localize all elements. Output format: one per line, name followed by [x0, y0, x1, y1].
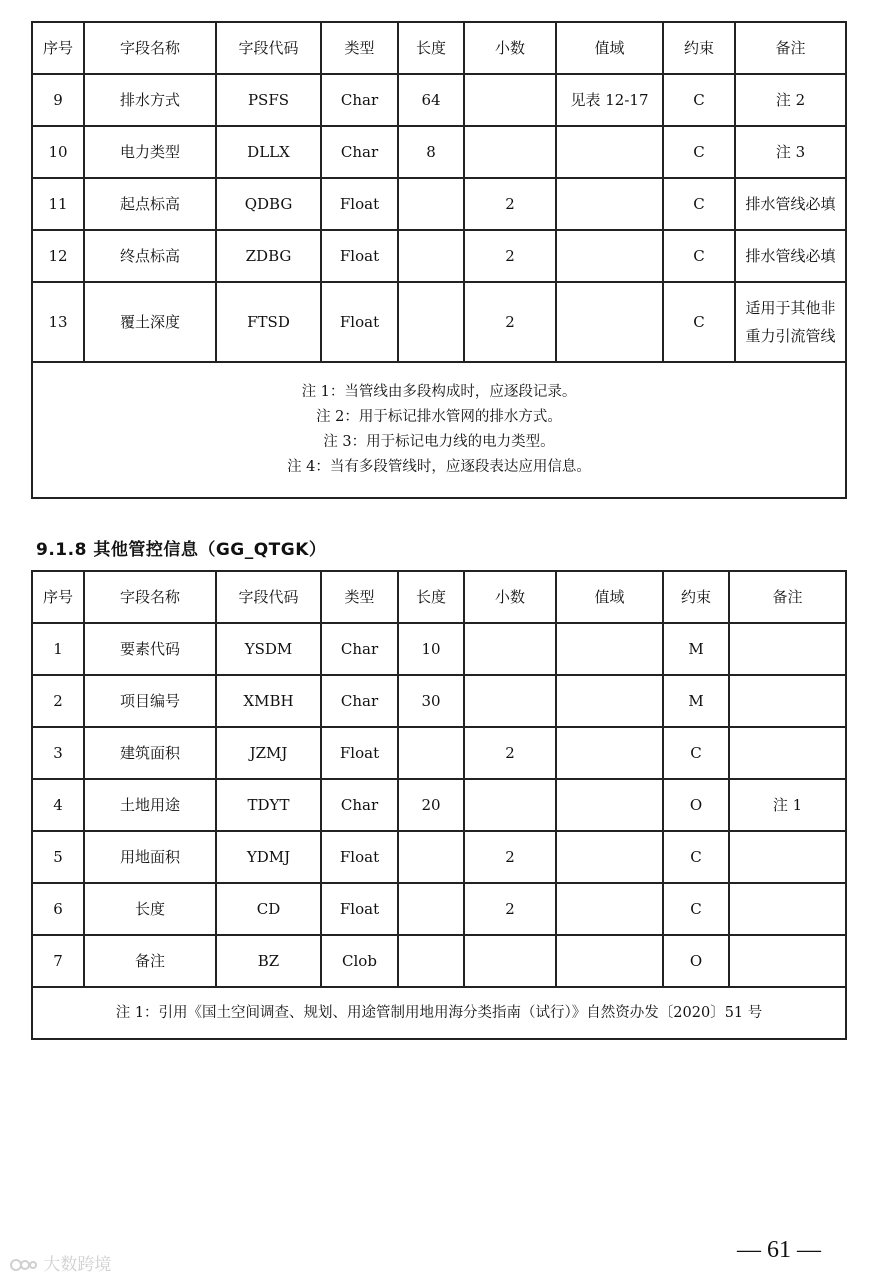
cell: C: [663, 282, 735, 362]
cell: Float: [321, 831, 398, 883]
table-row: [32, 883, 846, 935]
cell: YSDM: [216, 623, 321, 675]
cell: TDYT: [216, 779, 321, 831]
col-header: 小数: [464, 22, 556, 74]
table-header-row: [32, 571, 846, 623]
cell: 2: [464, 883, 556, 935]
cell: 30: [398, 675, 464, 727]
table-row: [32, 126, 846, 178]
cell: [729, 831, 846, 883]
cell: 2: [464, 831, 556, 883]
cell: 见表 12-17: [556, 74, 663, 126]
cell: [464, 935, 556, 987]
cell: O: [663, 935, 729, 987]
cell: Float: [321, 727, 398, 779]
cell: 项目编号: [84, 675, 216, 727]
cell: [398, 282, 464, 362]
cell: Char: [321, 623, 398, 675]
cell: 11: [32, 178, 84, 230]
col-header: 长度: [398, 22, 464, 74]
note: 注 1：当管线由多段构成时，应逐段记录。: [301, 384, 577, 400]
cell: 2: [464, 230, 556, 282]
cell: [729, 883, 846, 935]
cell: [729, 623, 846, 675]
cell: M: [663, 675, 729, 727]
table-header-row: [32, 22, 846, 74]
cell: DLLX: [216, 126, 321, 178]
cell: CD: [216, 883, 321, 935]
col-header: 字段代码: [216, 22, 321, 74]
cell: [556, 675, 663, 727]
cell: Clob: [321, 935, 398, 987]
cell: Float: [321, 883, 398, 935]
cell: [398, 935, 464, 987]
cell: 12: [32, 230, 84, 282]
table-row: [32, 675, 846, 727]
cell: [556, 831, 663, 883]
cell: 2: [464, 178, 556, 230]
cell: 建筑面积: [84, 727, 216, 779]
cell: [729, 675, 846, 727]
cell: C: [663, 74, 735, 126]
cell: 注 2: [735, 74, 846, 126]
cell: 2: [464, 282, 556, 362]
cell: BZ: [216, 935, 321, 987]
table-row: [32, 831, 846, 883]
cell: 7: [32, 935, 84, 987]
table-row: [32, 779, 846, 831]
cell: YDMJ: [216, 831, 321, 883]
col-header: 备注: [729, 571, 846, 623]
cell: [398, 727, 464, 779]
cell: [556, 883, 663, 935]
cell: 8: [398, 126, 464, 178]
cell: C: [663, 178, 735, 230]
table-row: [32, 623, 846, 675]
col-header: 备注: [735, 22, 846, 74]
cell: [556, 779, 663, 831]
cell: C: [663, 230, 735, 282]
cell: XMBH: [216, 675, 321, 727]
note: 注 3：用于标记电力线的电力类型。: [323, 434, 555, 450]
cell: Float: [321, 282, 398, 362]
notes-row: [32, 362, 846, 498]
cell: JZMJ: [216, 727, 321, 779]
field-table-1: [31, 21, 847, 499]
col-header: 字段代码: [216, 571, 321, 623]
cell: 排水管线必填: [735, 178, 846, 230]
cell: [729, 935, 846, 987]
cell: 注 1: [729, 779, 846, 831]
note: 注 1：引用《国土空间调查、规划、用途管制用地用海分类指南（试行）》自然资办发〔2020〕51 号: [115, 1004, 763, 1021]
cell: C: [663, 727, 729, 779]
watermark: [10, 1250, 111, 1275]
notes-cell: [32, 987, 846, 1039]
col-header: 小数: [464, 571, 556, 623]
table-row: [32, 935, 846, 987]
table-row: [32, 727, 846, 779]
col-header: 长度: [398, 571, 464, 623]
cell: 用地面积: [84, 831, 216, 883]
cell: 2: [464, 727, 556, 779]
cell: 起点标高: [84, 178, 216, 230]
cell: 适用于其他非重力引流管线: [735, 282, 846, 362]
notes-cell: [32, 362, 846, 498]
watermark-logo-icon: [10, 1257, 38, 1273]
table-row: [32, 74, 846, 126]
cell: 10: [398, 623, 464, 675]
cell: [398, 831, 464, 883]
cell: C: [663, 831, 729, 883]
cell: [464, 623, 556, 675]
cell: 备注: [84, 935, 216, 987]
cell: [556, 230, 663, 282]
cell: C: [663, 883, 729, 935]
cell: 排水方式: [84, 74, 216, 126]
cell: PSFS: [216, 74, 321, 126]
cell: 长度: [84, 883, 216, 935]
cell: Char: [321, 126, 398, 178]
table-row: [32, 178, 846, 230]
table-row: [32, 230, 846, 282]
cell: [729, 727, 846, 779]
col-header: 字段名称: [84, 22, 216, 74]
cell: [398, 178, 464, 230]
cell: O: [663, 779, 729, 831]
col-header: 值域: [556, 22, 663, 74]
cell: 13: [32, 282, 84, 362]
col-header: 类型: [321, 571, 398, 623]
cell: 注 3: [735, 126, 846, 178]
cell: 6: [32, 883, 84, 935]
cell: 电力类型: [84, 126, 216, 178]
page-number: — 61 —: [737, 1237, 821, 1263]
cell: [556, 935, 663, 987]
cell: [464, 74, 556, 126]
cell: Char: [321, 675, 398, 727]
cell: 土地用途: [84, 779, 216, 831]
cell: [556, 178, 663, 230]
cell: 64: [398, 74, 464, 126]
cell: [556, 623, 663, 675]
cell: 4: [32, 779, 84, 831]
cell: [398, 883, 464, 935]
cell: 1: [32, 623, 84, 675]
cell: 排水管线必填: [735, 230, 846, 282]
cell: 20: [398, 779, 464, 831]
cell: 10: [32, 126, 84, 178]
note: 注 4：当有多段管线时，应逐段表达应用信息。: [287, 459, 591, 475]
table-row: [32, 282, 846, 362]
col-header: 约束: [663, 571, 729, 623]
cell: 2: [32, 675, 84, 727]
cell: 3: [32, 727, 84, 779]
cell: [464, 675, 556, 727]
cell: [464, 779, 556, 831]
col-header: 约束: [663, 22, 735, 74]
cell: Char: [321, 74, 398, 126]
cell: [464, 126, 556, 178]
note: 注 2：用于标记排水管网的排水方式。: [316, 409, 562, 425]
cell: 要素代码: [84, 623, 216, 675]
cell: FTSD: [216, 282, 321, 362]
cell: Float: [321, 230, 398, 282]
cell: 终点标高: [84, 230, 216, 282]
cell: Float: [321, 178, 398, 230]
cell: QDBG: [216, 178, 321, 230]
cell: [556, 126, 663, 178]
cell: 5: [32, 831, 84, 883]
cell: [398, 230, 464, 282]
watermark-text: 大数跨境: [43, 1255, 112, 1275]
field-table-2: [31, 570, 847, 1040]
cell: 9: [32, 74, 84, 126]
cell: 覆土深度: [84, 282, 216, 362]
cell: ZDBG: [216, 230, 321, 282]
cell: M: [663, 623, 729, 675]
cell: C: [663, 126, 735, 178]
col-header: 值域: [556, 571, 663, 623]
col-header: 字段名称: [84, 571, 216, 623]
cell: [556, 282, 663, 362]
section-title: 9.1.8 其他管控信息（GG_QTGK）: [36, 540, 327, 560]
cell: [556, 727, 663, 779]
cell: Char: [321, 779, 398, 831]
col-header: 类型: [321, 22, 398, 74]
notes-row: [32, 987, 846, 1039]
col-header: 序号: [32, 571, 84, 623]
col-header: 序号: [32, 22, 84, 74]
